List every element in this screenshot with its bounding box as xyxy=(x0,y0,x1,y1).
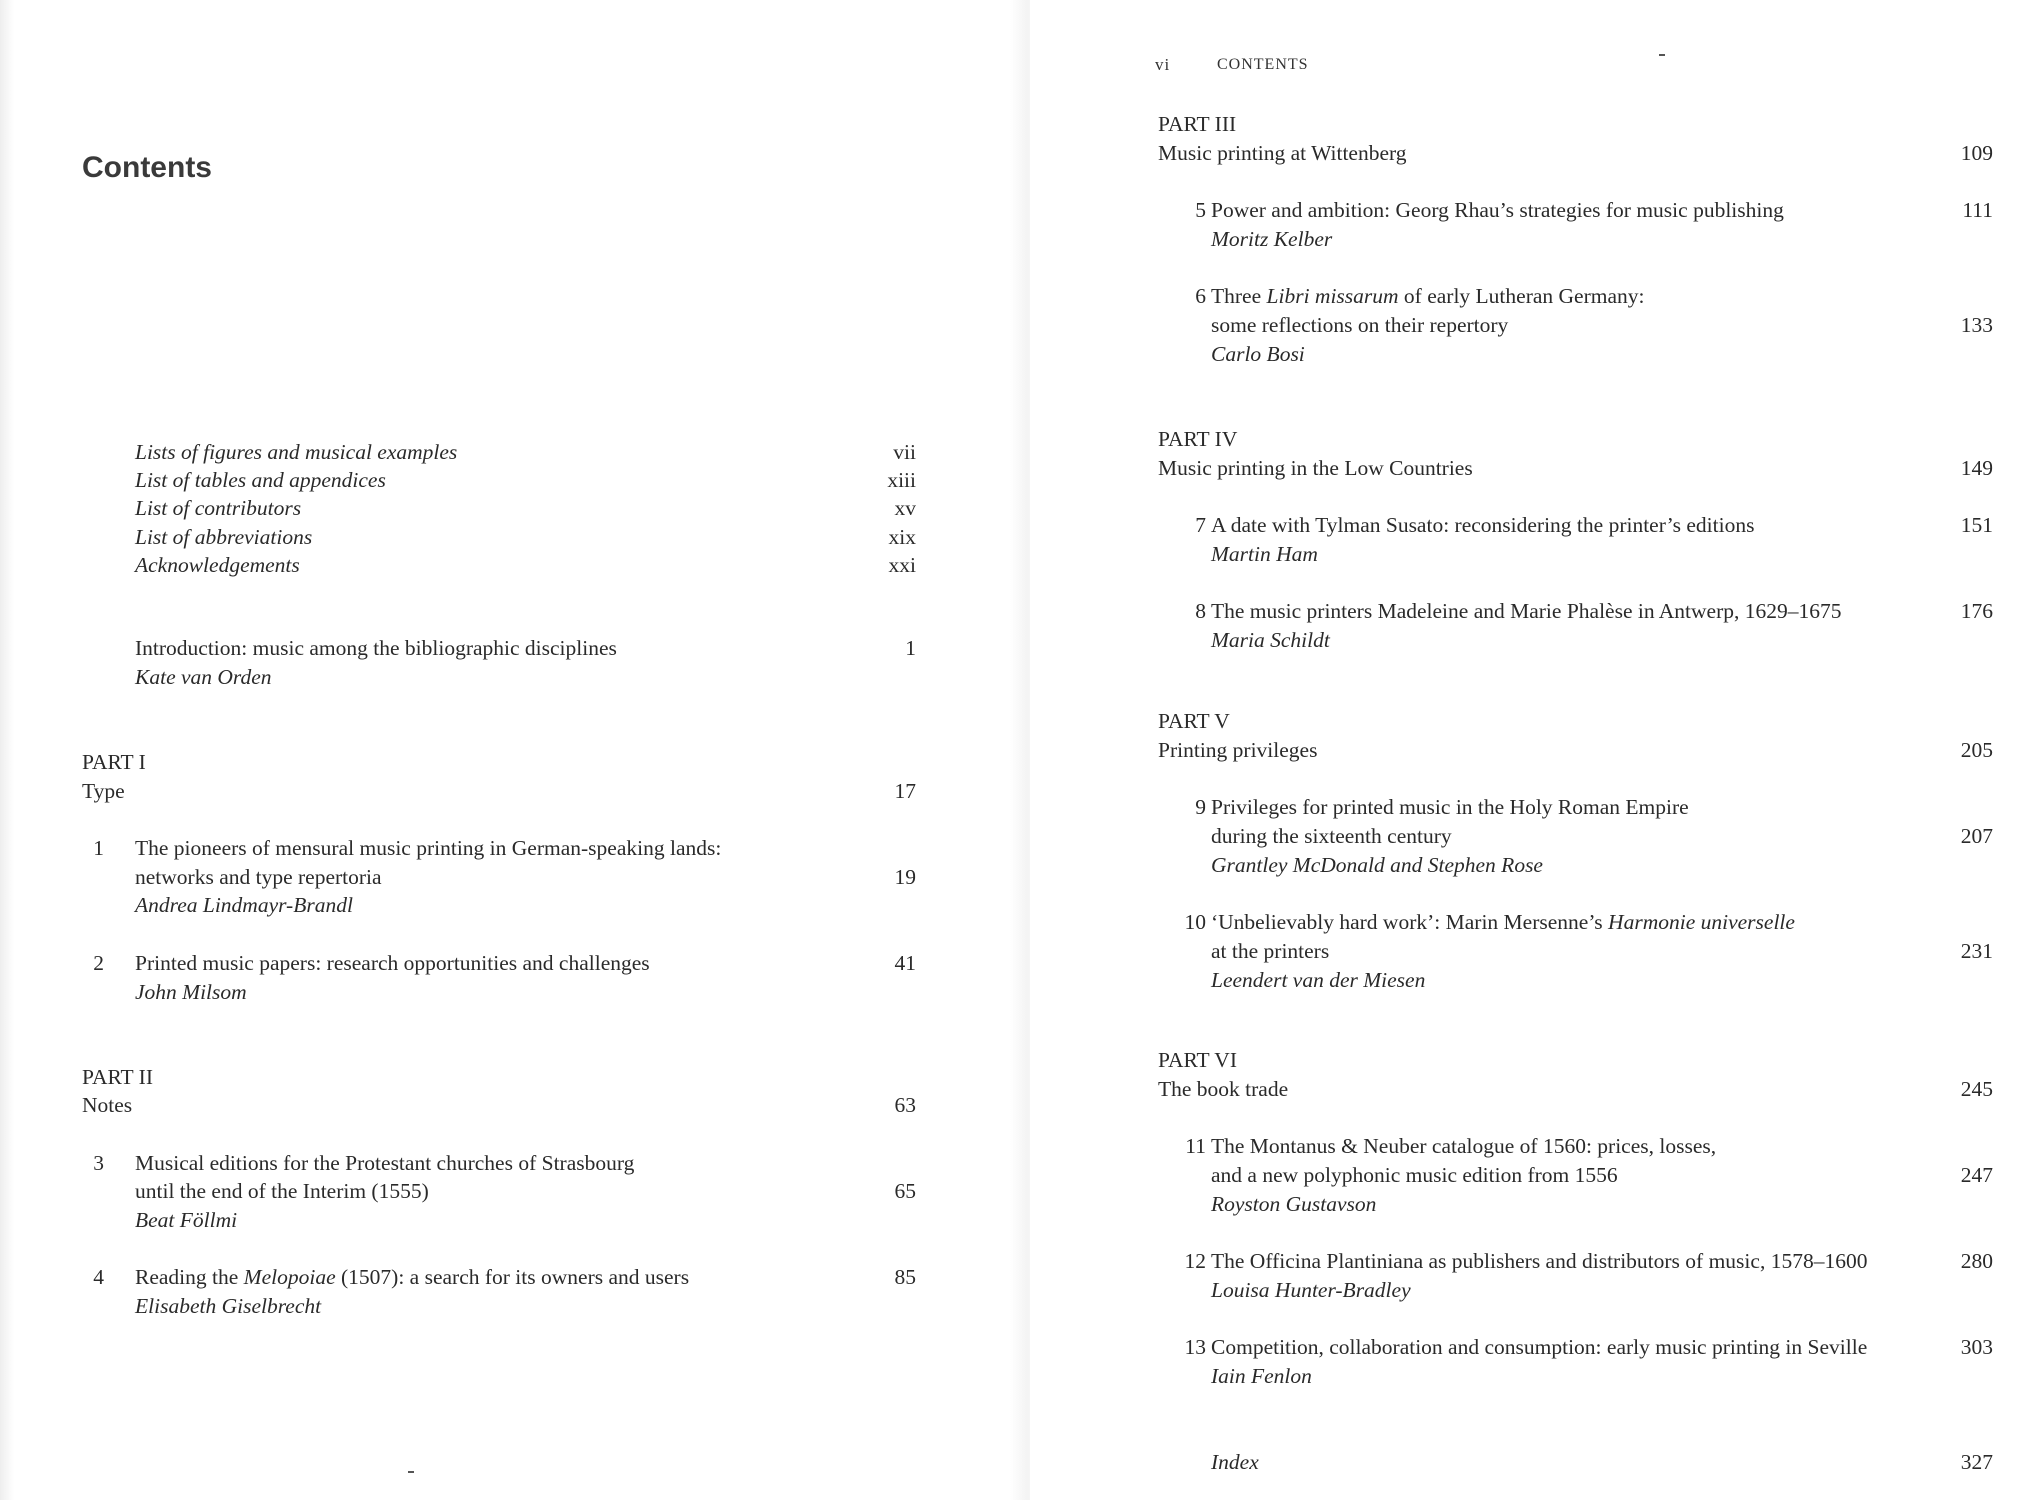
front-matter-title: Acknowledgements xyxy=(135,553,300,577)
chapter-author: John Milsom xyxy=(135,980,247,1004)
chapter-title: some reflections on their repertory xyxy=(1211,313,1509,337)
chapter-number: 2 xyxy=(93,951,104,975)
print-mark xyxy=(1659,54,1665,56)
index-page: 327 xyxy=(1960,1450,1993,1474)
chapter-author: Royston Gustavson xyxy=(1211,1192,1377,1216)
chapter-title: The Officina Plantiniana as publishers and distributors of music, 1578–1600 xyxy=(1211,1249,1868,1273)
chapter-number: 9 xyxy=(1195,795,1206,819)
index-title: Index xyxy=(1211,1450,1259,1474)
part-page: 63 xyxy=(894,1093,916,1117)
chapter-title: The pioneers of mensural music printing in German-speaking lands: xyxy=(135,836,722,860)
chapter-number: 7 xyxy=(1195,513,1206,537)
chapter-author: Martin Ham xyxy=(1211,542,1318,566)
part-title: Music printing at Wittenberg xyxy=(1158,141,1407,165)
chapter-title: at the printers xyxy=(1211,939,1330,963)
running-folio: vi xyxy=(1155,55,1171,74)
print-mark xyxy=(408,1471,414,1473)
chapter-number: 13 xyxy=(1184,1335,1206,1359)
chapter-title-italic: Libri missarum xyxy=(1266,284,1399,308)
part-label: PART I xyxy=(82,750,146,774)
chapter-title: Privileges for printed music in the Holy Roman Empire xyxy=(1211,795,1689,819)
part-title: Notes xyxy=(82,1093,133,1117)
front-matter-page: xix xyxy=(888,525,916,549)
chapter-author: Louisa Hunter-Bradley xyxy=(1211,1278,1411,1302)
chapter-title: Printed music papers: research opportunities and challenges xyxy=(135,951,650,975)
part-page: 205 xyxy=(1960,738,1993,762)
right-page xyxy=(1030,0,2037,1500)
contents-heading: Contents xyxy=(82,151,212,184)
chapter-author: Carlo Bosi xyxy=(1211,342,1305,366)
chapter-title-part: ‘Unbelievably hard work’: Marin Mersenne’s xyxy=(1211,910,1609,934)
chapter-number: 8 xyxy=(1195,599,1206,623)
chapter-author: Iain Fenlon xyxy=(1211,1364,1312,1388)
chapter-author: Maria Schildt xyxy=(1211,628,1330,652)
introduction-page: 1 xyxy=(905,636,916,660)
chapter-title: The Montanus & Neuber catalogue of 1560: prices, losses, xyxy=(1211,1134,1717,1158)
part-title: Printing privileges xyxy=(1158,738,1318,762)
chapter-page: 151 xyxy=(1960,513,1993,537)
chapter-author: Elisabeth Giselbrecht xyxy=(135,1294,322,1318)
chapter-page: 19 xyxy=(894,865,916,889)
chapter-number: 12 xyxy=(1184,1249,1206,1273)
chapter-title-italic: Harmonie universelle xyxy=(1608,910,1795,934)
chapter-number: 4 xyxy=(93,1265,104,1289)
front-matter-title: List of contributors xyxy=(135,496,302,520)
part-label: PART IV xyxy=(1158,427,1238,451)
chapter-title: until the end of the Interim (1555) xyxy=(135,1179,429,1203)
part-title: Music printing in the Low Countries xyxy=(1158,456,1473,480)
chapter-title-part: Three xyxy=(1211,284,1267,308)
front-matter-page: xiii xyxy=(887,468,916,492)
chapter-title: Competition, collaboration and consumption: early music printing in Seville xyxy=(1211,1335,1868,1359)
part-title: The book trade xyxy=(1158,1077,1289,1101)
chapter-title: and a new polyphonic music edition from 1556 xyxy=(1211,1163,1618,1187)
chapter-title xyxy=(1211,282,1645,310)
running-title: CONTENTS xyxy=(1217,56,1309,73)
introduction-title: Introduction: music among the bibliographic disciplines xyxy=(135,636,617,660)
chapter-title: The music printers Madeleine and Marie Phalèse in Antwerp, 1629–1675 xyxy=(1211,599,1842,623)
chapter-page: 176 xyxy=(1960,599,1993,623)
chapter-title: A date with Tylman Susato: reconsidering the printer’s editions xyxy=(1211,513,1755,537)
part-page: 245 xyxy=(1960,1077,1993,1101)
chapter-page: 133 xyxy=(1960,313,1993,337)
chapter-page: 65 xyxy=(894,1179,916,1203)
chapter-page: 231 xyxy=(1960,939,1993,963)
part-page: 149 xyxy=(1960,456,1993,480)
part-title: Type xyxy=(82,779,125,803)
front-matter-title: List of abbreviations xyxy=(135,525,313,549)
chapter-number: 5 xyxy=(1195,198,1206,222)
part-page: 17 xyxy=(894,779,916,803)
chapter-title xyxy=(1211,908,1795,936)
chapter-author: Moritz Kelber xyxy=(1211,227,1333,251)
chapter-page: 303 xyxy=(1960,1335,1993,1359)
chapter-title-part: of early Lutheran Germany: xyxy=(1398,284,1645,308)
chapter-page: 85 xyxy=(894,1265,916,1289)
front-matter-page: xv xyxy=(894,496,916,520)
part-label: PART II xyxy=(82,1065,153,1089)
front-matter-page: xxi xyxy=(888,553,916,577)
part-page: 109 xyxy=(1960,141,1993,165)
chapter-number: 3 xyxy=(93,1151,104,1175)
front-matter-title: Lists of figures and musical examples xyxy=(135,440,458,464)
chapter-author: Grantley McDonald and Stephen Rose xyxy=(1211,853,1543,877)
page-edge-shadow xyxy=(0,0,14,1500)
chapter-author: Beat Föllmi xyxy=(135,1208,238,1232)
chapter-number: 6 xyxy=(1195,284,1206,308)
chapter-title: Musical editions for the Protestant churches of Strasbourg xyxy=(135,1151,635,1175)
chapter-number: 1 xyxy=(93,836,104,860)
chapter-page: 41 xyxy=(894,951,916,975)
chapter-title: during the sixteenth century xyxy=(1211,824,1452,848)
chapter-title-part: Reading the xyxy=(135,1265,244,1289)
front-matter-page: vii xyxy=(893,440,916,464)
chapter-page: 111 xyxy=(1962,198,1993,222)
part-label: PART VI xyxy=(1158,1048,1237,1072)
chapter-page: 280 xyxy=(1960,1249,1993,1273)
chapter-author: Leendert van der Miesen xyxy=(1211,968,1426,992)
chapter-author: Andrea Lindmayr-Brandl xyxy=(135,893,353,917)
chapter-title: networks and type repertoria xyxy=(135,865,382,889)
chapter-title: Power and ambition: Georg Rhau’s strategies for music publishing xyxy=(1211,198,1784,222)
front-matter-title: List of tables and appendices xyxy=(135,468,386,492)
chapter-page: 207 xyxy=(1960,824,1993,848)
chapter-title-italic: Melopoiae xyxy=(243,1265,336,1289)
chapter-number: 10 xyxy=(1184,910,1206,934)
chapter-title-part: (1507): a search for its owners and users xyxy=(335,1265,690,1289)
chapter-number: 11 xyxy=(1185,1134,1206,1158)
chapter-page: 247 xyxy=(1960,1163,1993,1187)
part-label: PART III xyxy=(1158,112,1237,136)
chapter-title xyxy=(135,1263,689,1291)
part-label: PART V xyxy=(1158,709,1230,733)
introduction-author: Kate van Orden xyxy=(135,665,272,689)
